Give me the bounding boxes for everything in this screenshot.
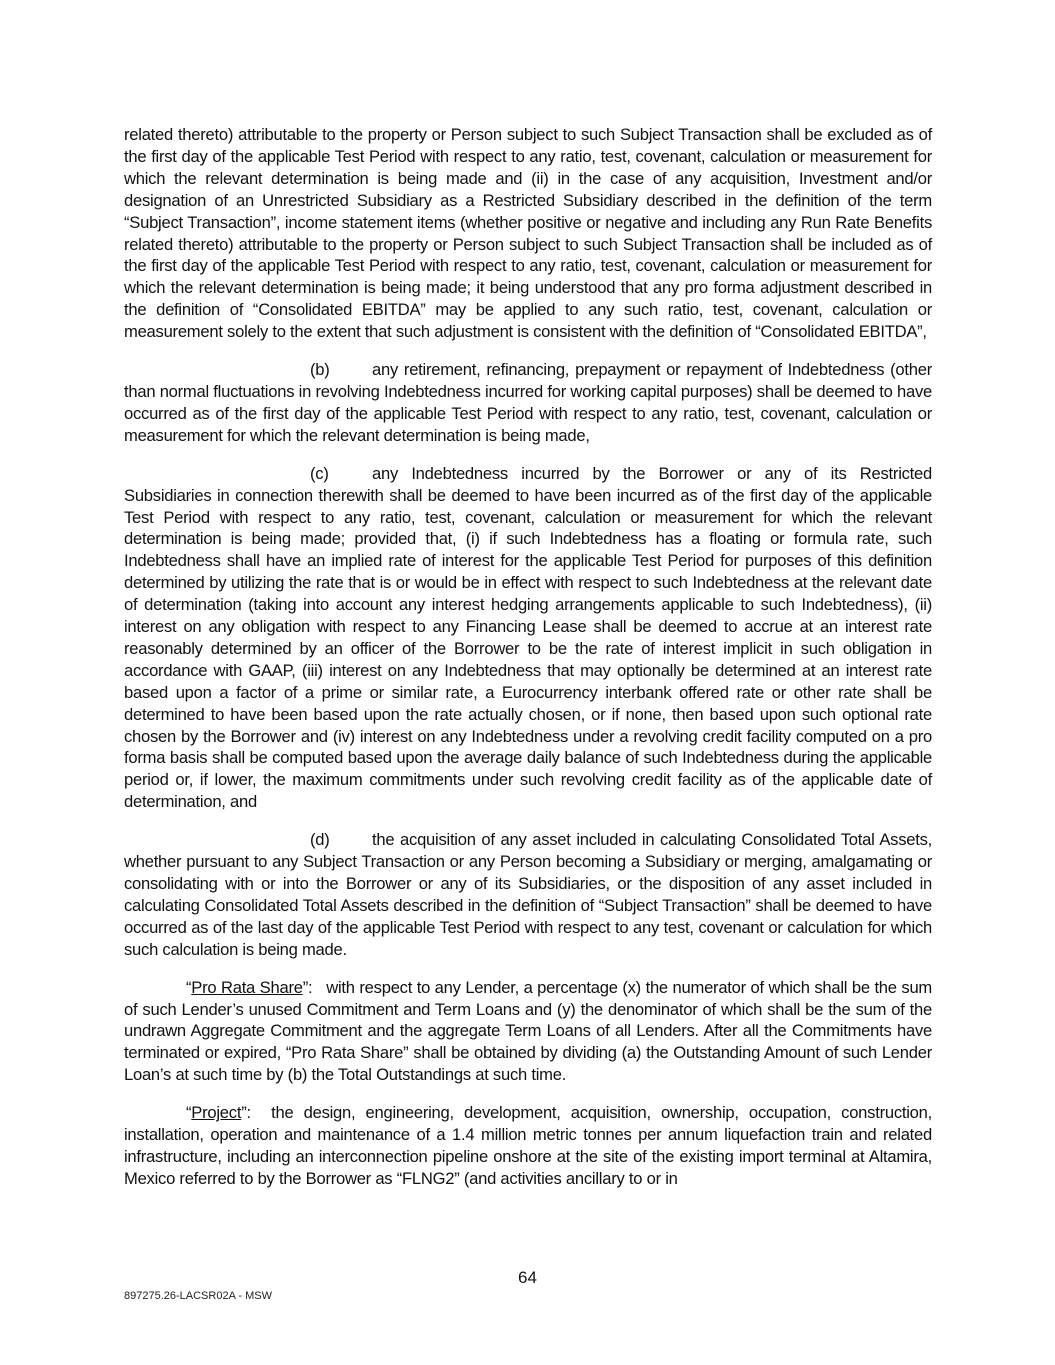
definition-text: with respect to any Lender, a percentage (x) the numerator of which shall be the sum of such Lender’s unused Commitment and Term Loans and (y) the denominator of which shall be the sum of the undrawn Aggregate Commitment and the aggregate Term Loans of all Lenders. After all the Commitments have terminated or expired, “Pro Rata Share” shall be obtained by dividing (a) the Outstanding Amount of such Lender Loan’s at such time by (b) the Total Outstandings at such time. <box>124 977 932 1085</box>
clause-c <box>124 463 932 814</box>
defined-term-pro-rata-share: Pro Rata Share <box>191 977 303 997</box>
quote-close: ”: <box>302 977 313 997</box>
clause-b-label: (b) <box>310 360 330 380</box>
document-body <box>124 124 932 1206</box>
clause-d-label: (d) <box>310 830 330 850</box>
definition-text: the design, engineering, development, acquisition, ownership, occupation, construction, installation, operation and maintenance of a 1.4 million metric tonnes per annum liquefaction train and related infrastructure, including an interconnection pipeline onshore at the site of the existing import terminal at Altamira, Mexico referred to by the Borrower as “FLNG2” (and activities ancillary to or in <box>124 1103 932 1188</box>
footer-document-id: 897275.26-LACSR02A - MSW <box>124 1290 272 1302</box>
clause-d <box>124 829 932 960</box>
defined-term-project: Project <box>191 1103 242 1123</box>
clause-b <box>124 359 932 447</box>
clause-d-text: the acquisition of any asset included in calculating Consolidated Total Assets, whether pursuant to any Subject Transaction or any Person becoming a Subsidiary or merging, amalgamating or consolidating with or into the Borrower or any of its Subsidiaries, or the disposition of any asset included in calculating Consolidated Total Assets described in the definition of “Subject Transaction” shall be deemed to have occurred as of the last day of the applicable Test Period with respect to any test, covenant or calculation for which such calculation is being made. <box>124 830 932 959</box>
quote-close: ”: <box>241 1103 251 1123</box>
definition-pro-rata-share <box>124 977 932 1087</box>
quote-open: “ <box>186 977 192 997</box>
page-number: 64 <box>518 1268 537 1287</box>
paragraph-continuation: related thereto) attributable to the property or Person subject to such Subject Transaction shall be excluded as of the first day of the applicable Test Period with respect to any ratio, test, covenant, calculation or measurement for which the relevant determination is being made and (ii) in the case of any acquisition, Investment and/or designation of an Unrestricted Subsidiary as a Restricted Subsidiary described in the definition of the term “Subject Transaction”, income statement items (whether positive or negative and including any Run Rate Benefits related thereto) attributable to the property or Person subject to such Subject Transaction shall be included as of the first day of the applicable Test Period with respect to any ratio, test, covenant, calculation or measurement for which the relevant determination is being made; it being understood that any pro forma adjustment described in the definition of “Consolidated EBITDA” may be applied to any such ratio, test, covenant, calculation or measurement solely to the extent that such adjustment is consistent with the definition of “Consolidated EBITDA”, <box>124 125 932 342</box>
clause-c-label: (c) <box>310 463 329 483</box>
clause-c-text: any Indebtedness incurred by the Borrower or any of its Restricted Subsidiaries in connection therewith shall be deemed to have been incurred as of the first day of the applicable Test Period with respect to any ratio, test, covenant, calculation or measurement for which the relevant determination is being made; provided that, (i) if such Indebtedness has a floating or formula rate, such Indebtedness shall have an implied rate of interest for the applicable Test Period for purposes of this definition determined by utilizing the rate that is or would be in effect with respect to such Indebtedness at the relevant date of determination (taking into account any interest hedging arrangements applicable to such Indebtedness), (ii) interest on any obligation with respect to any Financing Lease shall be deemed to accrue at an interest rate reasonably determined by an officer of the Borrower to be the rate of interest implicit in such obligation in accordance with GAAP, (iii) interest on any Indebtedness that may optionally be determined at an interest rate based upon a factor of a prime or similar rate, a Eurocurrency interbank offered rate or other rate shall be determined to have been based upon the rate actually chosen, or if none, then based upon such optional rate chosen by the Borrower and (iv) interest on any Indebtedness under a revolving credit facility computed on a pro forma basis shall be computed based upon the average daily balance of such Indebtedness during the applicable period or, if lower, the maximum commitments under such revolving credit facility as of the applicable date of determination, and <box>124 463 932 812</box>
clause-b-text: any retirement, refinancing, prepayment or repayment of Indebtedness (other than normal fluctuations in revolving Indebtedness incurred for working capital purposes) shall be deemed to have occurred as of the first day of the applicable Test Period with respect to any ratio, test, covenant, calculation or measurement for which the relevant determination is being made, <box>124 360 932 445</box>
quote-open: “ <box>186 1103 192 1123</box>
definition-project <box>124 1102 932 1190</box>
